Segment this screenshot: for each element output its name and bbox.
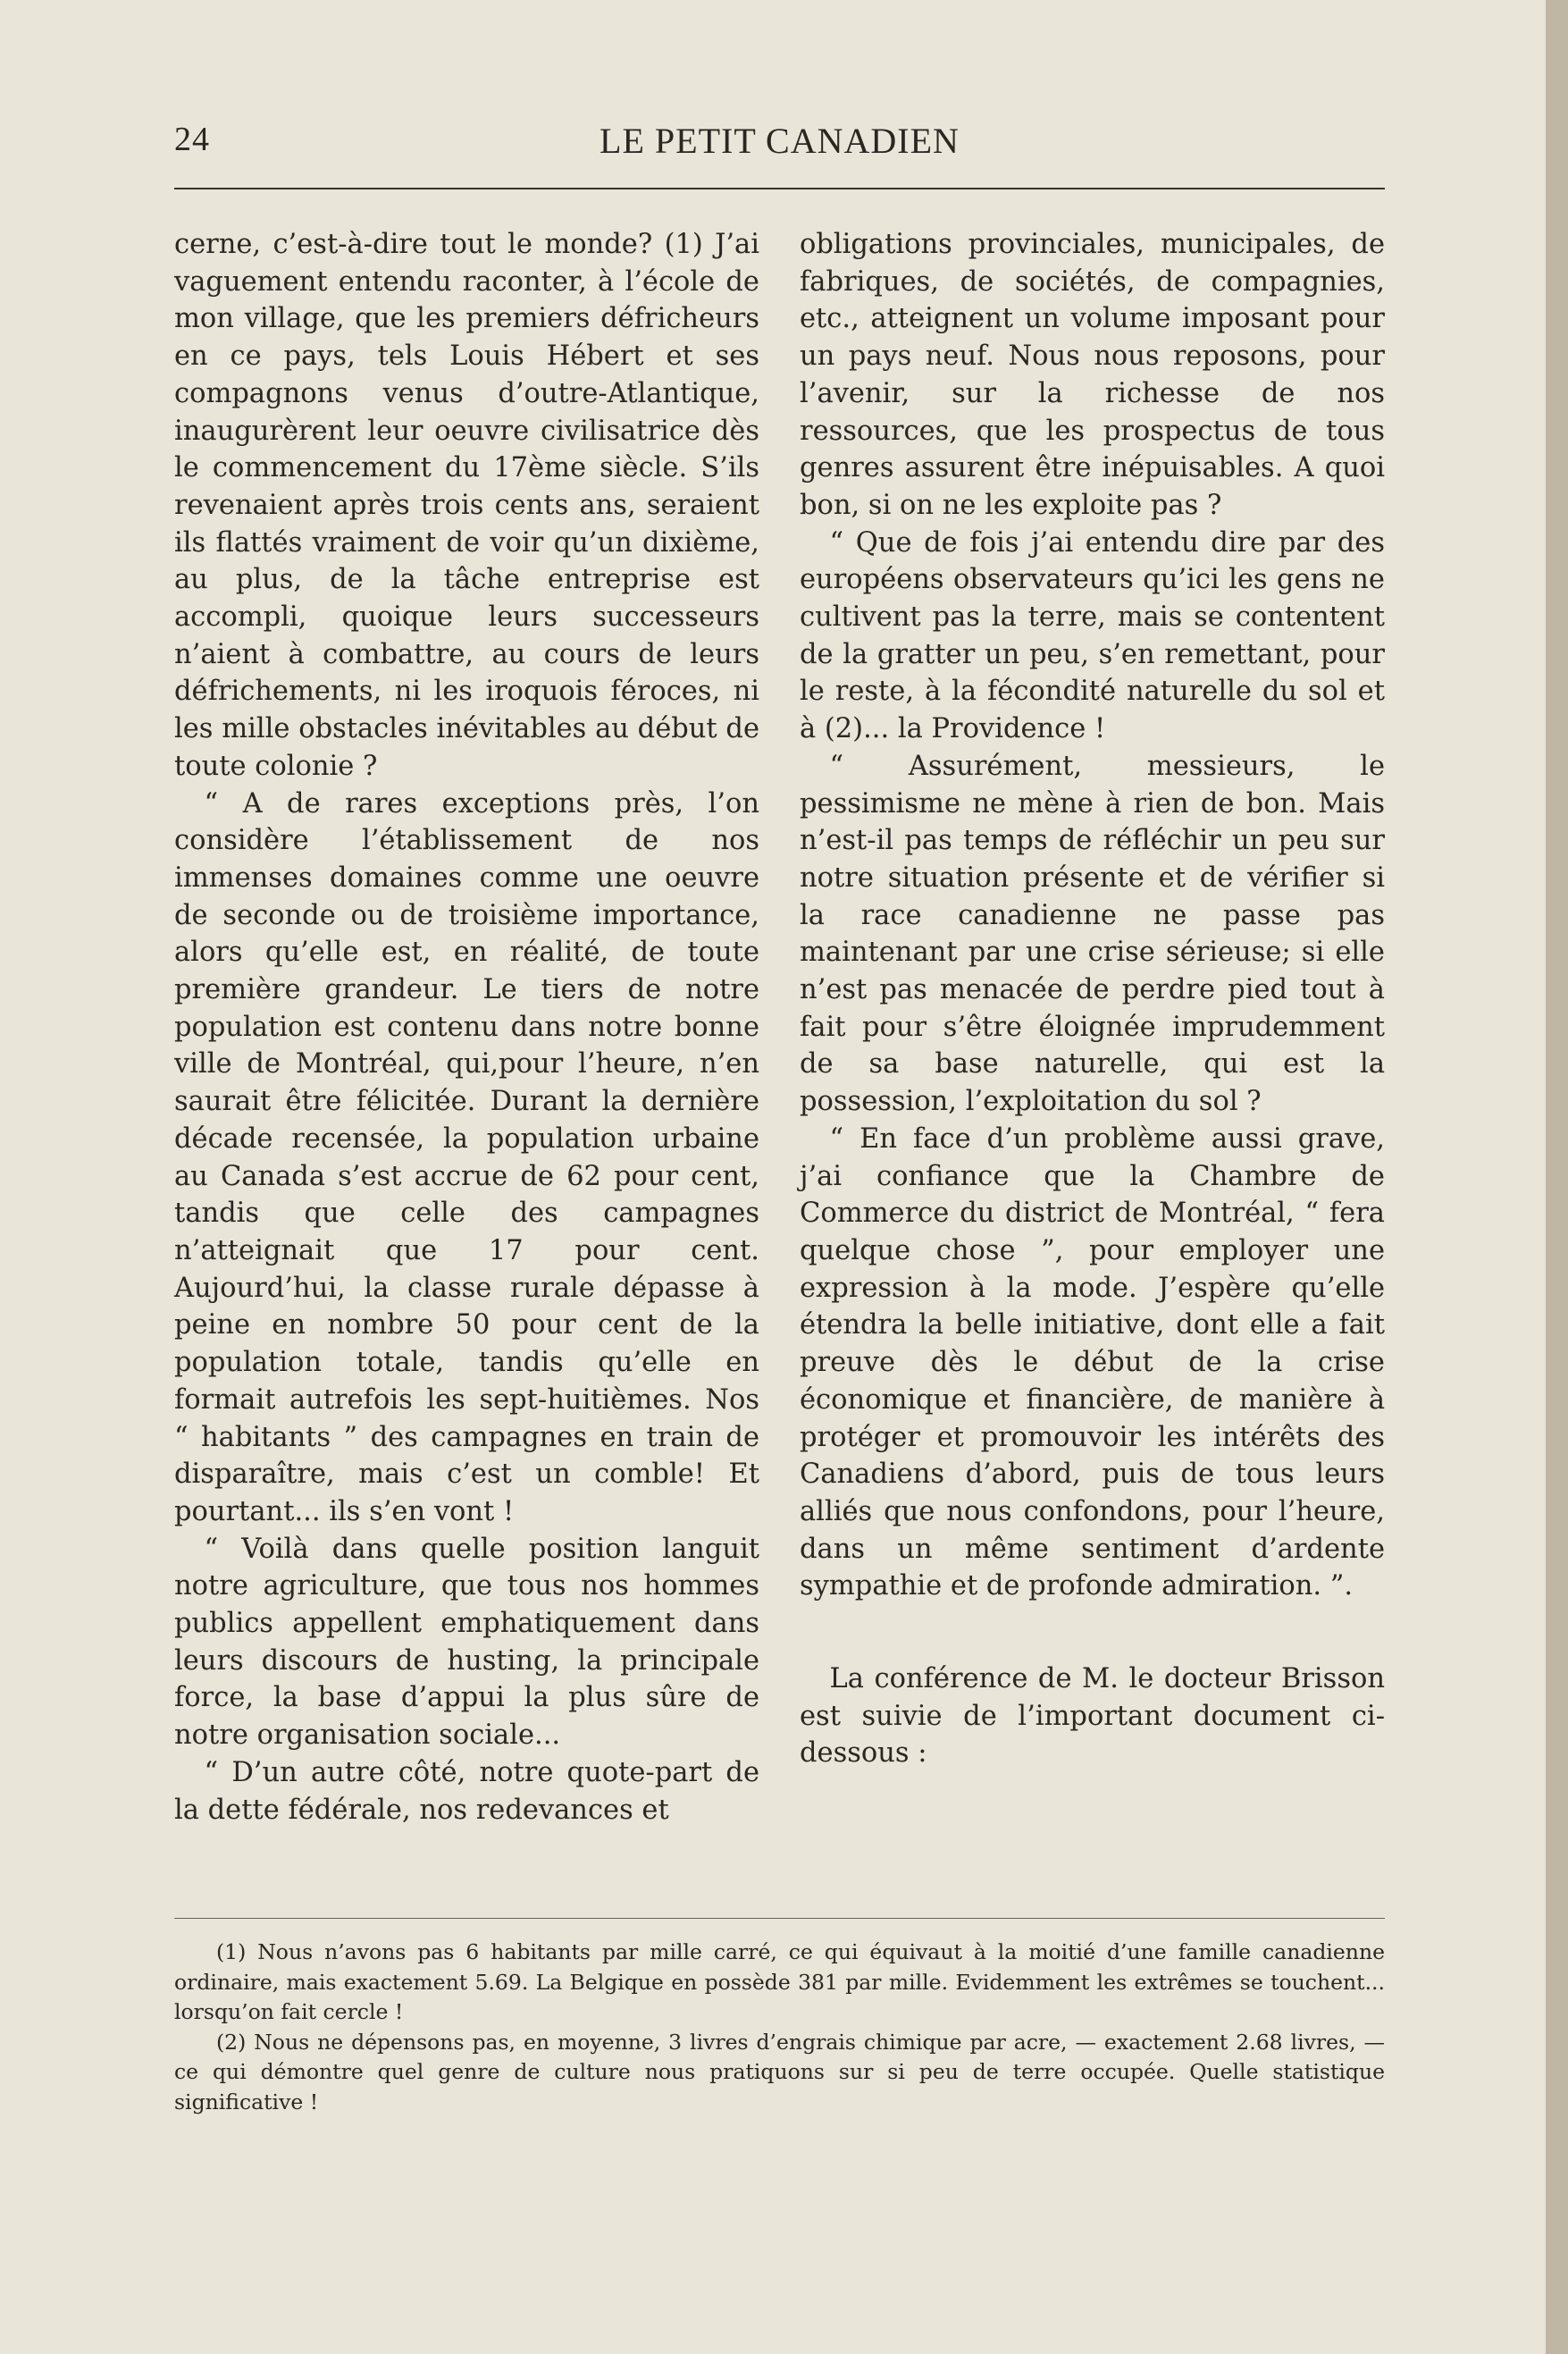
page-header: [174, 114, 1385, 168]
right-column: [800, 226, 1385, 1772]
paragraph: “ D’un autre côté, notre quote-part de la dette fédérale, nos redevances et: [174, 1756, 759, 1826]
header-rule: [174, 188, 1385, 189]
paragraph: “ Que de fois j’ai entendu dire par des européens observateurs qu’ici les gens ne cultivent pas la terre, mais se contentent de la gratter un peu, s’en remettant, pour le reste, à la fécondité naturelle du sol et à (2)... la Providence !: [800, 526, 1385, 745]
paragraph: cerne, c’est-à-dire tout le monde? (1) J’ai vaguement entendu raconter, à l’école de mon village, que les premiers défricheurs en ce pays, tels Louis Hébert et ses compagnons venus d’outre-Atlantique, inaugurèrent leur oeuvre civilisatrice dès le commencement du 17ème siècle. S’ils revenaient après trois cents ans, seraient ils flattés vraiment de voir qu’un dixième, au plus, de la tâche entreprise est accompli, quoique leurs successeurs n’aient à combattre, au cours de leurs défrichements, ni les iroquois féroces, ni les mille obstacles inévitables au début de toute colonie ?: [174, 229, 759, 782]
page-edge: [1546, 0, 1568, 2354]
footnotes: [174, 1938, 1385, 2117]
paragraph: “ Voilà dans quelle position languit notre agriculture, que tous nos hommes publics appellent emphatiquement dans leurs discours de husting, la principale force, la base d’appui la plus sûre de notre organisation sociale...: [174, 1533, 759, 1752]
paragraph: “ A de rares exceptions près, l’on considère l’établissement de nos immenses domaines comme une oeuvre de seconde ou de troisième importance, alors qu’elle est, en réalité, de toute première grandeur. Le tiers de notre population est contenu dans notre bonne ville de Montréal, qui,pour l’heure, n’en saurait être félicitée. Durant la dernière décade recensée, la population urbaine au Canada s’est accrue de 62 pour cent, tandis que celle des campagnes n’atteignait que 17 pour cent. Aujourd’hui, la classe rurale dépasse à peine en nombre 50 pour cent de la population totale, tandis qu’elle en formait autrefois les sept-huitièmes. Nos “ habitants ” des campagnes en train de disparaître, mais c’est un comble! Et pourtant... ils s’en vont !: [174, 787, 759, 1527]
footnote-rule: [174, 1918, 1385, 1919]
paragraph: “ En face d’un problème aussi grave, j’ai confiance que la Chambre de Commerce du district de Montréal, “ fera quelque chose ”, pour employer une expression à la mode. J’espère qu’elle étendra la belle initiative, dont elle a fait preuve dès le début de la crise économique et financière, de manière à protéger et promouvoir les intérêts des Canadiens d’abord, puis de tous leurs alliés que nous confondons, pour l’heure, dans un même sentiment d’ardente sympathie et de profonde admiration. ”.: [800, 1122, 1385, 1602]
running-title: LE PETIT CANADIEN: [600, 121, 960, 161]
footnote: (2) Nous ne dépensons pas, en moyenne, 3 livres d’engrais chimique par acre, — exactement 2.68 livres, — ce qui démontre quel genre de culture nous pratiquons sur si peu de terre occupée. Quelle statistique significative !: [174, 2029, 1385, 2114]
left-column: [174, 226, 759, 1829]
footnote: (1) Nous n’avons pas 6 habitants par mille carré, ce qui équivaut à la moitié d’une famille canadienne ordinaire, mais exactement 5.69. La Belgique en possède 381 par mille. Evidemment les extrêmes se touchent... lorsqu’on fait cercle !: [174, 1939, 1385, 2024]
paragraph: obligations provinciales, municipales, de fabriques, de sociétés, de compagnies, etc., atteignent un volume imposant pour un pays neuf. Nous nous reposons, pour l’avenir, sur la richesse de nos ressources, que les prospectus de tous genres assurent être inépuisables. A quoi bon, si on ne les exploite pas ?: [800, 229, 1385, 521]
paragraph: La conférence de M. le docteur Brisson est suivie de l’important document ci-dessous :: [800, 1663, 1385, 1770]
paragraph: “ Assurément, messieurs, le pessimisme ne mène à rien de bon. Mais n’est-il pas temps de réfléchir un peu sur notre situation présente et de vérifier si la race canadienne ne passe pas maintenant par une crise sérieuse; si elle n’est pas menacée de perdre pied tout à fait pour s’être éloignée imprudemment de sa base naturelle, qui est la possession, l’exploitation du sol ?: [800, 750, 1385, 1118]
page-number: 24: [174, 121, 210, 158]
